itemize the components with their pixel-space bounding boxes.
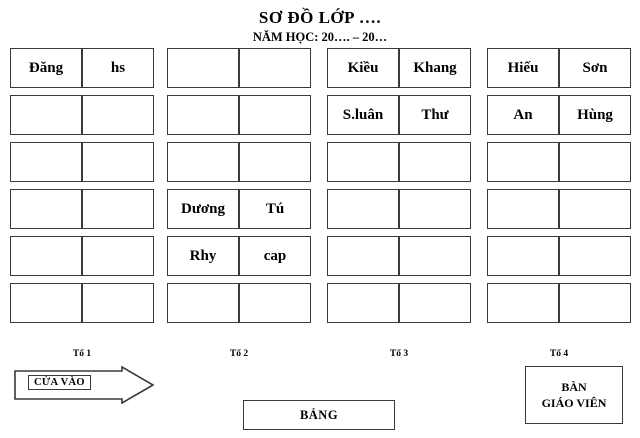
- group-label-4: Tổ 4: [549, 349, 569, 359]
- seat[interactable]: [10, 95, 82, 135]
- seat[interactable]: [559, 142, 631, 182]
- seat[interactable]: [167, 283, 239, 323]
- seat[interactable]: [82, 236, 154, 276]
- seat[interactable]: Hiếu: [487, 48, 559, 88]
- seat[interactable]: [487, 236, 559, 276]
- seat[interactable]: [327, 189, 399, 229]
- seat[interactable]: An: [487, 95, 559, 135]
- seat[interactable]: [399, 189, 471, 229]
- desk-row: [10, 142, 154, 182]
- group-3-desks: [327, 48, 471, 330]
- desk-row: [327, 95, 471, 135]
- seat[interactable]: [239, 48, 311, 88]
- desk-row: [10, 48, 154, 88]
- seat[interactable]: [239, 95, 311, 135]
- seat[interactable]: [82, 95, 154, 135]
- desk-row: [487, 236, 631, 276]
- seat[interactable]: Hùng: [559, 95, 631, 135]
- group-2-desks: [167, 48, 311, 330]
- desk-row: [487, 142, 631, 182]
- seat[interactable]: [82, 189, 154, 229]
- desk-row: [167, 236, 311, 276]
- seat[interactable]: Sơn: [559, 48, 631, 88]
- seat[interactable]: [10, 283, 82, 323]
- desk-row: [327, 48, 471, 88]
- seat[interactable]: [399, 283, 471, 323]
- seat[interactable]: [559, 236, 631, 276]
- desk-row: [327, 142, 471, 182]
- seat[interactable]: [559, 283, 631, 323]
- desk-row: [167, 95, 311, 135]
- desk-row: [487, 48, 631, 88]
- desk-row: [167, 142, 311, 182]
- seat[interactable]: Khang: [399, 48, 471, 88]
- blackboard: [243, 400, 395, 430]
- desk-row: [10, 189, 154, 229]
- teacher-desk: [525, 366, 623, 424]
- desk-row: [167, 189, 311, 229]
- seat[interactable]: [327, 236, 399, 276]
- group-label-3: Tổ 3: [389, 349, 409, 359]
- seat[interactable]: [10, 236, 82, 276]
- seat[interactable]: Tú: [239, 189, 311, 229]
- seat[interactable]: [239, 142, 311, 182]
- teacher-desk-label-line2: GIÁO VIÊN: [541, 396, 607, 410]
- seat[interactable]: [10, 189, 82, 229]
- desk-row: [10, 283, 154, 323]
- teacher-desk-label-line1: BÀN: [561, 379, 587, 394]
- desk-row: [327, 189, 471, 229]
- seat[interactable]: [82, 283, 154, 323]
- seat[interactable]: [167, 95, 239, 135]
- seat[interactable]: Kiều: [327, 48, 399, 88]
- blackboard-label: BẢNG: [299, 407, 339, 422]
- desk-row: [487, 189, 631, 229]
- seat[interactable]: [239, 283, 311, 323]
- group-label-1: Tổ 1: [72, 349, 92, 359]
- seat[interactable]: Rhy: [167, 236, 239, 276]
- seat[interactable]: Đăng: [10, 48, 82, 88]
- page-title: SƠ ĐỒ LỚP ….: [258, 8, 382, 27]
- group-1-desks: [10, 48, 154, 330]
- seat[interactable]: [487, 283, 559, 323]
- seat[interactable]: S.luân: [327, 95, 399, 135]
- desk-row: [487, 95, 631, 135]
- desk-row: [327, 283, 471, 323]
- desk-row: [167, 48, 311, 88]
- seat[interactable]: [399, 236, 471, 276]
- seat[interactable]: [399, 142, 471, 182]
- seat[interactable]: [487, 189, 559, 229]
- desk-row: [327, 236, 471, 276]
- group-4-desks: [487, 48, 631, 330]
- seat[interactable]: [167, 48, 239, 88]
- desk-row: [167, 283, 311, 323]
- desk-row: [487, 283, 631, 323]
- seat[interactable]: [327, 283, 399, 323]
- seat[interactable]: cap: [239, 236, 311, 276]
- seat[interactable]: [82, 142, 154, 182]
- seat[interactable]: [167, 142, 239, 182]
- seat[interactable]: [559, 189, 631, 229]
- entrance-door: [14, 366, 154, 404]
- school-year-subtitle: NĂM HỌC: 20…. – 20…: [252, 30, 388, 44]
- entrance-label: CỬA VÀO: [28, 375, 91, 390]
- seat[interactable]: [327, 142, 399, 182]
- group-label-2: Tổ 2: [229, 349, 249, 359]
- seat[interactable]: Dương: [167, 189, 239, 229]
- desk-row: [10, 95, 154, 135]
- seat[interactable]: Thư: [399, 95, 471, 135]
- seat[interactable]: [10, 142, 82, 182]
- seat[interactable]: [487, 142, 559, 182]
- desk-row: [10, 236, 154, 276]
- seat[interactable]: hs: [82, 48, 154, 88]
